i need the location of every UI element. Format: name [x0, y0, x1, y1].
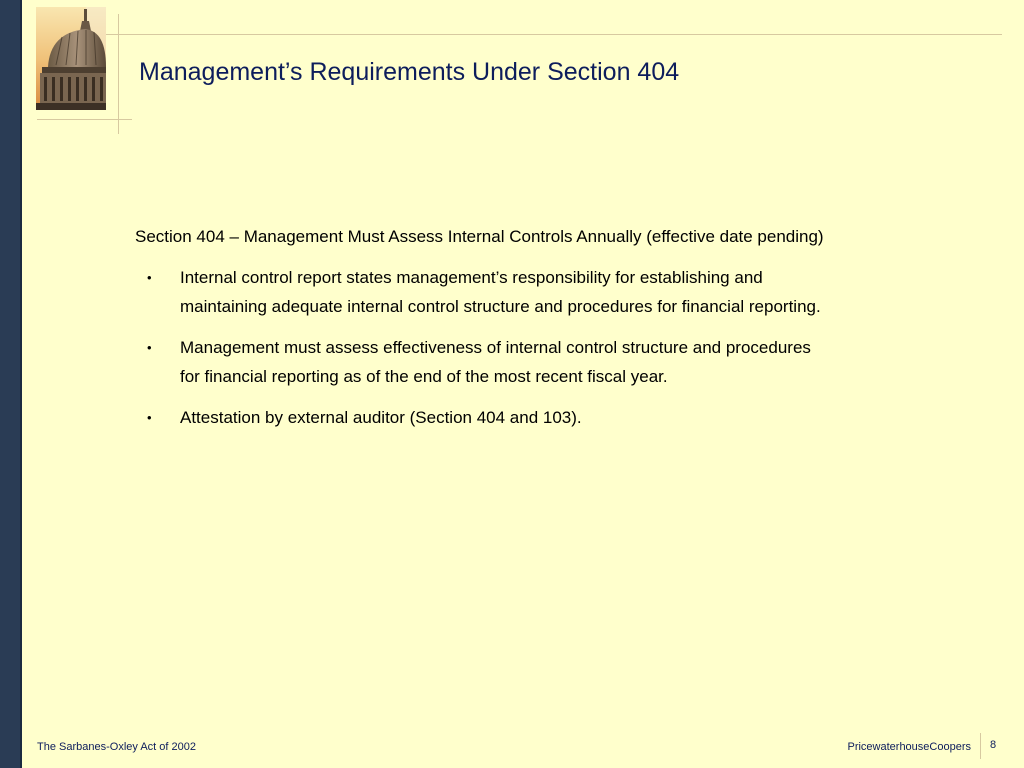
footer-company-name: PricewaterhouseCoopers: [847, 741, 971, 753]
list-item: [135, 403, 835, 432]
slide-title: Management’s Requirements Under Section 404: [139, 58, 680, 86]
slide-body: [135, 222, 835, 444]
page-number: 8: [990, 739, 997, 751]
bullet-text: Internal control report states management’s responsibility for establishing and maintaining adequate internal control structure and procedures for financial reporting.: [180, 268, 821, 316]
bullet-icon: •: [147, 410, 152, 425]
bullet-text: Attestation by external auditor (Section 404 and 103).: [180, 408, 582, 427]
bullet-list: [135, 263, 835, 432]
section-intro: Section 404 – Management Must Assess Internal Controls Annually (effective date pending): [135, 227, 824, 246]
list-item: [135, 333, 835, 391]
footer-divider: [980, 733, 981, 759]
bullet-icon: •: [147, 340, 152, 355]
logo-right-rule: [118, 14, 119, 134]
left-sidebar-bar: [0, 0, 22, 768]
bullet-text: Management must assess effectiveness of internal control structure and procedures for financial reporting as of the end of the most recent fiscal year.: [180, 338, 811, 386]
top-rule-line: [106, 34, 1002, 35]
bullet-icon: •: [147, 270, 152, 285]
capitol-dome-icon: [36, 7, 106, 110]
footer-presentation-title: The Sarbanes-Oxley Act of 2002: [37, 741, 196, 753]
list-item: [135, 263, 835, 321]
